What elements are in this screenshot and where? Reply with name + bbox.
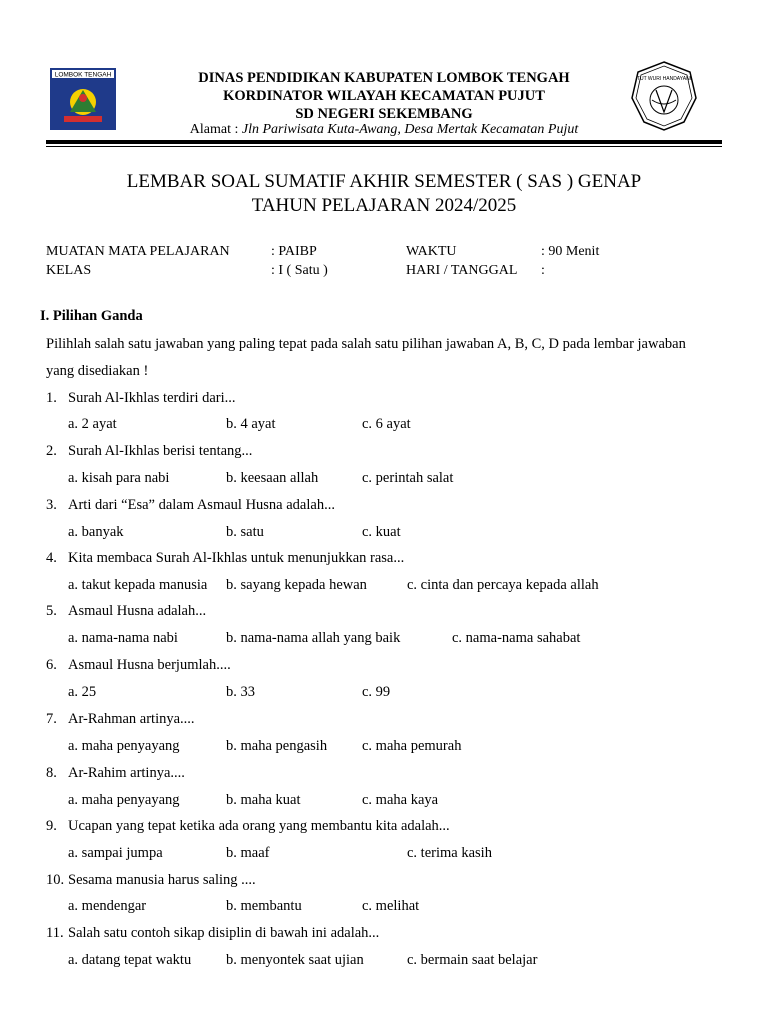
option-c: c. perintah salat [362,470,454,486]
option-a: a. maha penyayang [68,738,180,754]
section-title: I. Pilihan Ganda [40,308,143,324]
question-number: 4. [46,550,57,566]
option-c: c. terima kasih [407,845,492,861]
question-text: Arti dari “Esa” dalam Asmaul Husna adalah... [68,497,335,513]
option-c: c. maha pemurah [362,738,462,754]
question-11 [46,924,379,942]
header-line-1: DINAS PENDIDIKAN KABUPATEN LOMBOK TENGAH [198,70,570,86]
option-b: b. nama-nama allah yang baik [226,630,401,646]
question-number: 1. [46,390,57,406]
question-number: 11. [46,925,64,941]
address-value: Jln Pariwisata Kuta-Awang, Desa Mertak Kecamatan Pujut [241,122,579,137]
question-text: Ar-Rahman artinya.... [68,711,195,727]
option-c: c. 99 [362,684,391,700]
option-a: a. 2 ayat [68,416,117,432]
question-number: 6. [46,657,57,673]
option-b: b. menyontek saat ujian [226,952,364,968]
question-5 [46,602,206,620]
option-b: b. maha pengasih [226,738,328,754]
address-label: Alamat : [189,122,242,137]
header-divider-thick [46,140,722,144]
tut-wuri-handayani-logo [630,60,698,132]
subject-value: : PAIBP [271,244,317,259]
header-divider-thin [46,146,722,147]
logo-text: LOMBOK TENGAH [54,71,112,79]
question-text: Surah Al-Ikhlas terdiri dari... [68,390,236,406]
time-label: WAKTU [406,244,457,259]
question-number: 3. [46,497,57,513]
question-number: 7. [46,711,57,727]
option-c: c. cinta dan percaya kepada allah [407,577,599,593]
option-a: a. mendengar [68,898,147,914]
question-number: 5. [46,603,57,619]
date-value: : [541,263,545,278]
class-value: : I ( Satu ) [271,263,328,278]
option-a: a. banyak [68,524,124,540]
question-text: Ar-Rahim artinya.... [68,765,185,781]
date-label: HARI / TANGGAL [406,263,518,278]
question-text: Sesama manusia harus saling .... [68,872,256,888]
option-a: a. 25 [68,684,97,700]
question-7 [46,710,195,728]
question-number: 10. [46,872,65,888]
option-c: c. melihat [362,898,420,914]
question-number: 8. [46,765,57,781]
question-number: 2. [46,443,57,459]
instruction-line-1: Pilihlah salah satu jawaban yang paling tepat pada salah satu pilihan jawaban A, B, C, D pada lembar jawaban [46,336,686,352]
option-c: c. kuat [362,524,401,540]
document-title-line-1: LEMBAR SOAL SUMATIF AKHIR SEMESTER ( SAS ) GENAP [126,171,642,192]
option-c: c. 6 ayat [362,416,411,432]
question-8 [46,764,185,782]
option-b: b. keesaan allah [226,470,319,486]
option-a: a. nama-nama nabi [68,630,178,646]
question-1 [46,389,236,407]
instruction-line-2: yang disediakan ! [46,363,149,379]
subject-label: MUATAN MATA PELAJARAN [46,244,230,259]
option-b: b. satu [226,524,264,540]
header-line-2: KORDINATOR WILAYAH KECAMATAN PUJUT [223,88,545,104]
question-text: Surah Al-Ikhlas berisi tentang... [68,443,253,459]
option-c: c. bermain saat belajar [407,952,538,968]
option-a: a. kisah para nabi [68,470,170,486]
question-text: Ucapan yang tepat ketika ada orang yang membantu kita adalah... [68,818,450,834]
question-text: Salah satu contoh sikap disiplin di bawah ini adalah... [68,925,380,941]
question-3 [46,496,335,514]
question-9 [46,817,450,835]
option-a: a. sampai jumpa [68,845,163,861]
option-b: b. maaf [226,845,270,861]
logo-text: TUT WURI HANDAYANI [636,76,692,82]
header-line-3: SD NEGERI SEKEMBANG [295,106,473,122]
question-text: Asmaul Husna adalah... [68,603,207,619]
option-b: b. membantu [226,898,302,914]
question-number: 9. [46,818,57,834]
option-c: c. maha kaya [362,792,439,808]
option-a: a. maha penyayang [68,792,180,808]
question-4 [46,549,404,567]
question-2 [46,442,252,460]
class-label: KELAS [46,263,92,278]
option-b: b. sayang kepada hewan [226,577,367,593]
document-title-line-2: TAHUN PELAJARAN 2024/2025 [251,195,517,216]
option-a: a. takut kepada manusia [68,577,208,593]
option-b: b. maha kuat [226,792,301,808]
time-value: : 90 Menit [541,244,600,259]
option-c: c. nama-nama sahabat [452,630,581,646]
option-b: b. 33 [226,684,255,700]
question-10 [46,871,256,889]
question-text: Asmaul Husna berjumlah.... [68,657,231,673]
option-b: b. 4 ayat [226,416,276,432]
option-a: a. datang tepat waktu [68,952,192,968]
question-text: Kita membaca Surah Al-Ikhlas untuk menunjukkan rasa... [68,550,405,566]
question-6 [46,656,231,674]
